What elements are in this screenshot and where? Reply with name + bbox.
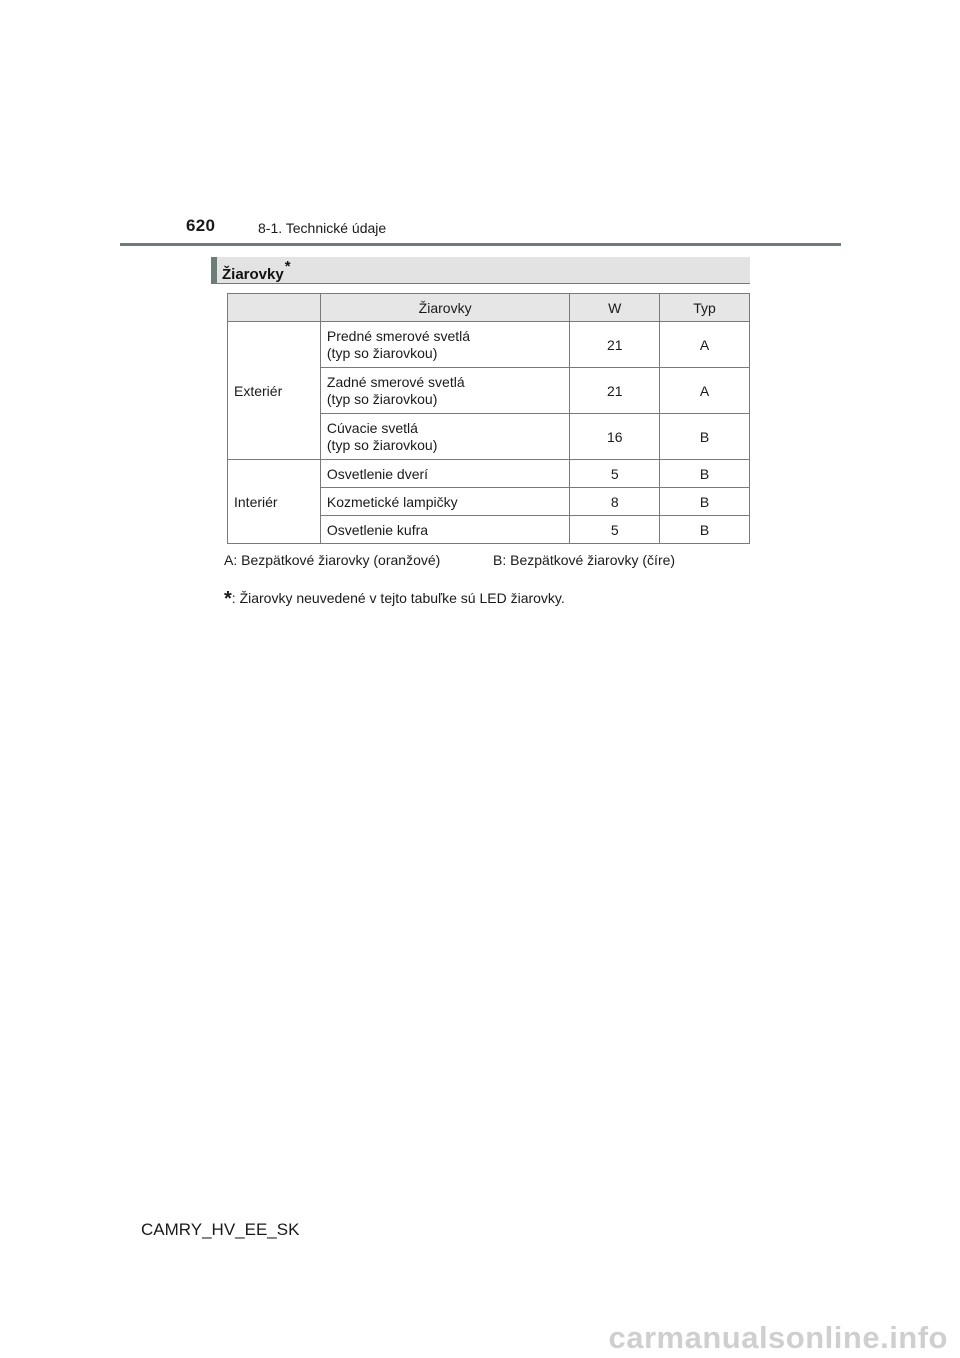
bulb-name-cell xyxy=(320,322,569,368)
bulb-type: A xyxy=(660,322,750,368)
bulb-name: Predné smerové svetlá xyxy=(326,327,471,344)
bulb-type: B xyxy=(660,460,750,488)
group-label-exterior: Exteriér xyxy=(228,322,321,460)
column-header-bulbs: Žiarovky xyxy=(320,294,569,322)
footnote xyxy=(224,586,565,609)
section-title-asterisk: * xyxy=(284,258,291,275)
bulb-watts: 8 xyxy=(570,488,660,516)
legend-type-a: A: Bezpätkové žiarovky (oranžové) xyxy=(224,552,441,568)
bulb-name: Osvetlenie kufra xyxy=(320,516,569,544)
footnote-text: : Žiarovky neuvedené v tejto tabuľke sú LED žiarovky. xyxy=(231,590,565,606)
bulb-type: B xyxy=(660,488,750,516)
group-label-interior: Interiér xyxy=(228,460,321,544)
section-accent xyxy=(211,257,217,283)
bulb-watts: 21 xyxy=(570,322,660,368)
bulb-name: Zadné smerové svetlá xyxy=(326,373,465,390)
bulb-watts: 21 xyxy=(570,368,660,414)
table-row xyxy=(228,322,750,368)
column-header-group xyxy=(228,294,321,322)
bulb-variant: (typ so žiarovkou) xyxy=(326,344,438,361)
bulb-name: Cúvacie svetlá xyxy=(326,419,418,436)
bulb-name: Osvetlenie dverí xyxy=(320,460,569,488)
chapter-title: 8-1. Technické údaje xyxy=(258,220,387,236)
table-row xyxy=(228,460,750,488)
bulb-watts: 16 xyxy=(570,414,660,460)
bulbs-table xyxy=(227,293,750,544)
bulb-name: Kozmetické lampičky xyxy=(320,488,569,516)
bulb-name-cell xyxy=(320,368,569,414)
bulb-variant: (typ so žiarovkou) xyxy=(326,436,438,453)
table-header-row xyxy=(228,294,750,322)
column-header-w: W xyxy=(570,294,660,322)
bulb-variant: (typ so žiarovkou) xyxy=(326,390,438,407)
legend-type-b: B: Bezpätkové žiarovky (číre) xyxy=(493,552,676,568)
section-heading-bar xyxy=(211,257,750,284)
section-title-text: Žiarovky xyxy=(222,266,284,283)
bulb-watts: 5 xyxy=(570,516,660,544)
section-title xyxy=(222,260,291,283)
column-header-type: Typ xyxy=(660,294,750,322)
footer-document-id: CAMRY_HV_EE_SK xyxy=(141,1220,300,1239)
watermark: carmanualsonline.info xyxy=(608,1320,948,1355)
bulb-name-cell xyxy=(320,414,569,460)
footnote-asterisk: * xyxy=(224,588,232,610)
page-number: 620 xyxy=(186,216,216,235)
bulb-type: A xyxy=(660,368,750,414)
bulb-watts: 5 xyxy=(570,460,660,488)
header-rule xyxy=(120,243,841,246)
bulb-type: B xyxy=(660,516,750,544)
bulb-type: B xyxy=(660,414,750,460)
